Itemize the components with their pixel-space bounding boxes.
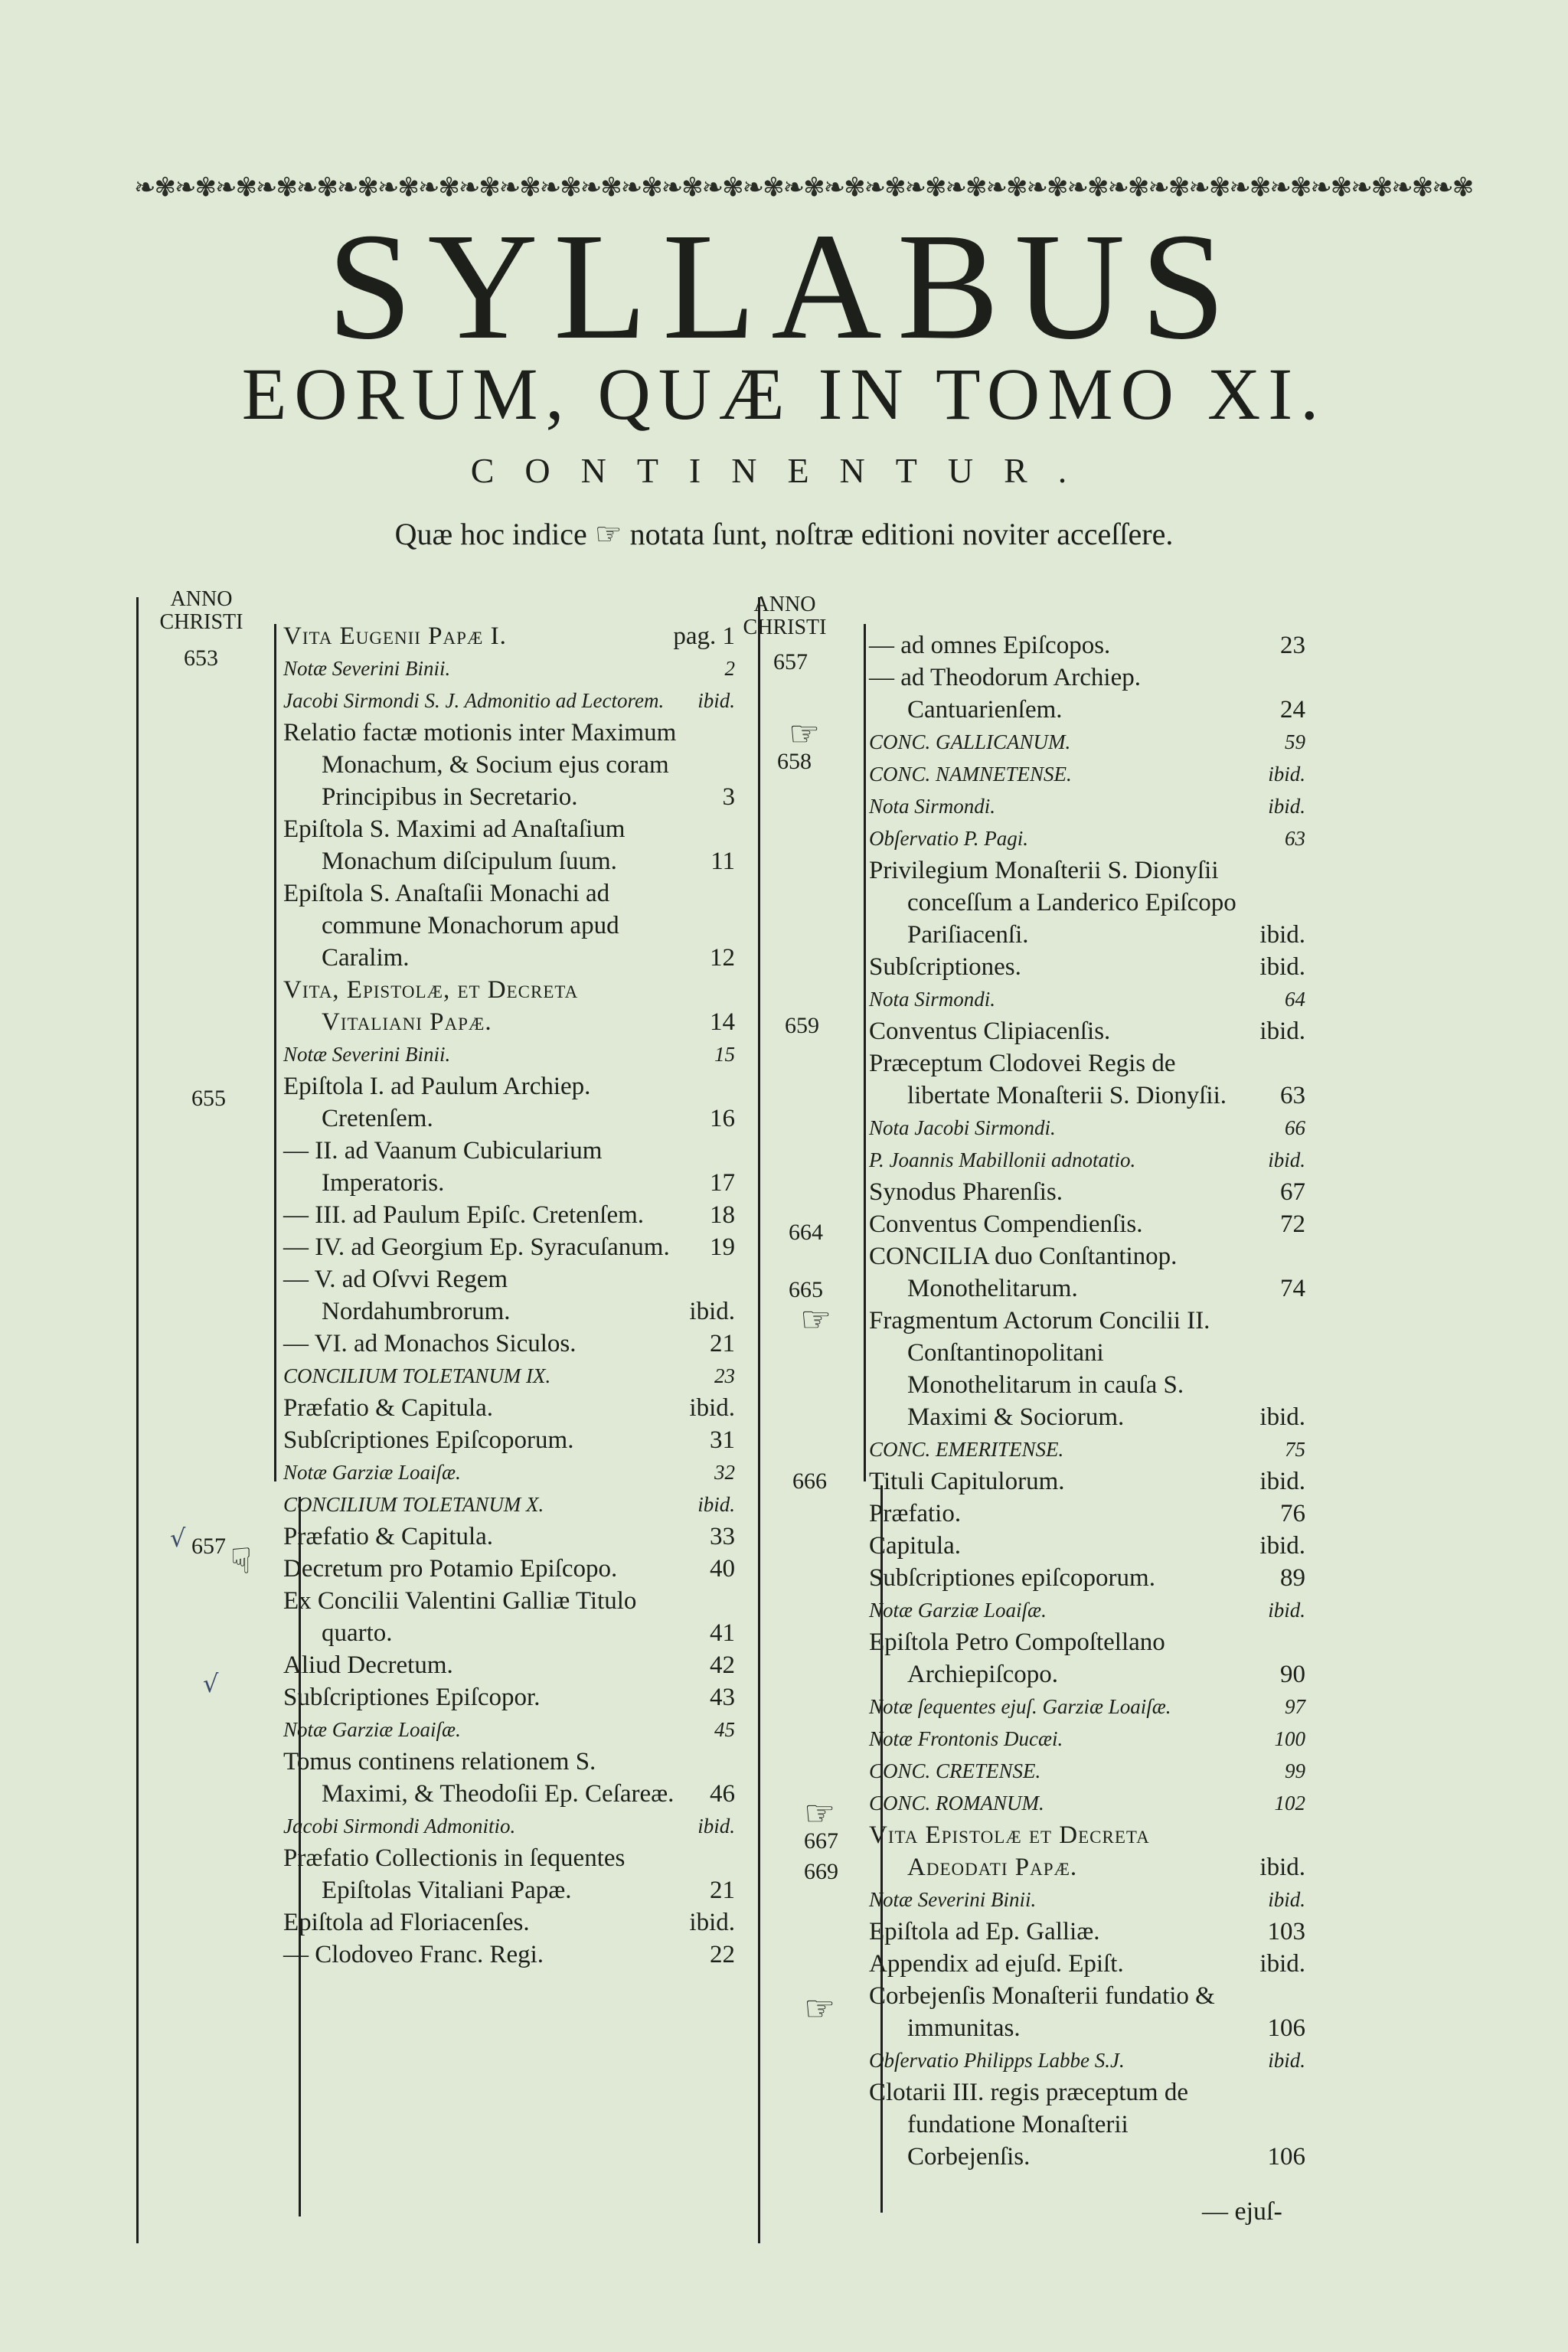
page-title: SYLLABUS — [327, 202, 1241, 371]
entry-page: 15 — [714, 1043, 735, 1066]
entry-title: — IV. ad Georgium Ep. Syracuſanum. — [283, 1233, 670, 1261]
entry-page: ibid. — [697, 1493, 735, 1516]
entry-title: CONC. NAMNETENSE. — [869, 763, 1072, 786]
index-entry — [869, 822, 1305, 854]
entry-page: 19 — [710, 1233, 735, 1261]
entry-page: ibid. — [1259, 1950, 1305, 1978]
index-entry — [869, 1176, 1305, 1208]
entry-title: — VI. ad Monachos Siculos. — [283, 1330, 577, 1357]
left-entries-column — [283, 620, 735, 1971]
year-label: 657 — [773, 649, 808, 675]
index-entry — [283, 1424, 735, 1456]
entry-title: CONC. CRETENSE. — [869, 1759, 1041, 1782]
index-entry — [283, 1521, 735, 1553]
index-entry — [283, 1360, 735, 1392]
entry-title: Notæ Garziæ Loaiſæ. — [869, 1599, 1047, 1622]
entry-title: — V. ad Oſvvi Regem Nordahumbrorum. — [283, 1266, 511, 1325]
christi-label: CHRISTI — [159, 610, 243, 634]
index-entry — [869, 1916, 1305, 1948]
entry-title: Decretum pro Potamio Epiſcopo. — [283, 1555, 618, 1583]
year-label: 666 — [792, 1468, 827, 1494]
entry-title: Epiſtola S. Maximi ad Anaſtaſium Monachum diſcipulum ſuum. — [283, 815, 626, 875]
index-entry — [869, 1144, 1305, 1176]
entry-page: 97 — [1285, 1695, 1305, 1718]
year-label: 659 — [785, 1013, 819, 1038]
entry-page: ibid. — [697, 689, 735, 712]
index-entry — [869, 2076, 1305, 2173]
entry-title: Notæ ſequentes ejuſ. Garziæ Loaiſæ. — [869, 1695, 1171, 1718]
entry-page: ibid. — [689, 1909, 735, 1936]
entry-title: Nota Sirmondi. — [869, 988, 996, 1011]
index-entry — [283, 813, 735, 877]
christi-label: CHRISTI — [743, 616, 827, 639]
index-entry — [869, 1465, 1305, 1498]
index-entry — [283, 1135, 735, 1199]
index-entry — [869, 2044, 1305, 2076]
index-entry — [283, 1553, 735, 1585]
entry-page: 43 — [710, 1684, 735, 1711]
entry-page: 63 — [1285, 827, 1305, 850]
entry-title: Conventus Compendienſis. — [869, 1210, 1143, 1238]
index-entry — [869, 1305, 1305, 1433]
entry-page: 14 — [710, 1008, 735, 1036]
index-entry — [283, 717, 735, 813]
entry-title: Capitula. — [869, 1532, 962, 1560]
entry-title: CONCILIUM TOLETANUM IX. — [283, 1364, 551, 1387]
index-entry — [869, 1723, 1305, 1755]
entry-title: Præfatio. — [869, 1500, 962, 1527]
right-inner-rule — [864, 624, 866, 1481]
index-entry — [283, 1906, 735, 1939]
entry-page: 63 — [1280, 1082, 1305, 1109]
entry-page: 72 — [1280, 1210, 1305, 1238]
entry-page: 106 — [1267, 2014, 1305, 2042]
entry-page: ibid. — [1268, 763, 1305, 786]
entry-page: 21 — [710, 1330, 735, 1357]
index-entry — [869, 1787, 1305, 1819]
entry-page: 17 — [710, 1169, 735, 1197]
index-entry — [283, 1456, 735, 1488]
entry-page: ibid. — [1259, 1532, 1305, 1560]
entry-page: 90 — [1280, 1661, 1305, 1688]
entry-page: 23 — [714, 1364, 735, 1387]
index-entry — [869, 1883, 1305, 1916]
year-label: 657 — [191, 1534, 226, 1559]
entry-title: CONC. GALLICANUM. — [869, 730, 1071, 753]
index-entry — [283, 1649, 735, 1681]
year-label: 665 — [789, 1277, 823, 1302]
entry-title: Fragmentum Actorum Concilii II. Conſtantinopolitani Monothelitarum in cauſa S. Maximi & Sociorum. — [869, 1307, 1210, 1431]
entry-page: 31 — [710, 1426, 735, 1454]
entry-title: Epiſtola ad Floriacenſes. — [283, 1909, 530, 1936]
index-entry — [869, 1948, 1305, 1980]
entry-page: ibid. — [1268, 1599, 1305, 1622]
entry-page: 16 — [710, 1105, 735, 1132]
index-entry — [869, 1980, 1305, 2044]
entry-title: Privilegium Monaſterii S. Dionyſii conceſſum a Landerico Epiſcopo Pariſiacenſi. — [869, 857, 1236, 949]
entry-page: 74 — [1280, 1275, 1305, 1302]
margin-check-mark: √ — [203, 1669, 219, 1698]
entry-page: ibid. — [1259, 1468, 1305, 1495]
entry-title: Præceptum Clodovei Regis de libertate Monaſterii S. Dionyſii. — [869, 1050, 1227, 1109]
pointing-hand-icon: ☞ — [220, 1544, 263, 1576]
entry-title: — III. ad Paulum Epiſc. Cretenſem. — [283, 1201, 645, 1229]
entry-title: CONC. EMERITENSE. — [869, 1438, 1064, 1461]
entry-title: Epiſtola ad Ep. Galliæ. — [869, 1918, 1100, 1945]
entry-page: 40 — [710, 1555, 735, 1583]
center-rule — [758, 597, 760, 2243]
entry-page: 45 — [714, 1718, 735, 1741]
entry-title: Epiſtola Petro Compoſtellano Archiepiſcopo. — [869, 1628, 1165, 1688]
index-entry — [869, 726, 1305, 758]
entry-title: Obſervatio Philipps Labbe S.J. — [869, 2049, 1125, 2072]
entry-title: CONCILIUM TOLETANUM X. — [283, 1493, 544, 1516]
entry-title: Notæ Garziæ Loaiſæ. — [283, 1718, 461, 1741]
entry-page: ibid. — [1259, 921, 1305, 949]
entry-title: Tituli Capitulorum. — [869, 1468, 1065, 1495]
index-entry — [283, 1070, 735, 1135]
catchword: — ejuſ- — [1202, 2197, 1282, 2226]
entry-title: — ad Theodorum Archiep. Cantuarienſem. — [869, 664, 1141, 724]
entry-page: 24 — [1280, 696, 1305, 724]
entry-title: Præfatio & Capitula. — [283, 1394, 494, 1422]
entry-title: Notæ Severini Binii. — [869, 1888, 1037, 1911]
year-label: 664 — [789, 1220, 823, 1245]
entry-page: ibid. — [1268, 1888, 1305, 1911]
entry-title: Jacobi Sirmondi Admonitio. — [283, 1815, 516, 1838]
index-entry — [869, 662, 1305, 726]
entry-title: Epiſtola I. ad Paulum Archiep. Cretenſem. — [283, 1073, 591, 1132]
header-ornament: ❧✾❧✾❧✾❧✾❧✾❧✾❧✾❧✾❧✾❧✾❧✾❧✾❧✾❧✾❧✾❧✾❧✾❧✾❧✾❧✾❧✾❧✾❧✾❧✾❧✾❧✾❧✾❧✾❧✾❧✾❧✾❧✾❧✾ — [134, 172, 1473, 203]
entry-page: 76 — [1280, 1500, 1305, 1527]
index-entry — [283, 1328, 735, 1360]
year-label: 667 — [804, 1828, 838, 1854]
entry-page: ibid. — [1268, 1148, 1305, 1171]
entry-page: 102 — [1274, 1792, 1305, 1815]
entry-page: 41 — [710, 1619, 735, 1647]
index-entry — [869, 1690, 1305, 1723]
entry-title: Appendix ad ejuſd. Epiſt. — [869, 1950, 1124, 1978]
entry-page: 103 — [1267, 1918, 1305, 1945]
entry-title: Subſcriptiones Epiſcoporum. — [283, 1426, 574, 1454]
entry-title: Vita Eugenii Papæ I. — [283, 622, 507, 650]
entry-title: Clotarii III. regis præceptum de fundatione Monaſterii Corbejenſis. — [869, 2079, 1188, 2171]
entry-page: 42 — [710, 1651, 735, 1679]
index-entry — [283, 1263, 735, 1328]
index-entry — [283, 1585, 735, 1649]
index-entry — [869, 1594, 1305, 1626]
entry-title: Notæ Severini Binii. — [283, 657, 451, 680]
entry-page: 106 — [1267, 2143, 1305, 2171]
entry-title: Nota Jacobi Sirmondi. — [869, 1116, 1056, 1139]
year-label: 658 — [777, 749, 812, 774]
entry-page: 32 — [714, 1461, 735, 1484]
index-entry — [283, 1746, 735, 1810]
entry-page: 99 — [1285, 1759, 1305, 1782]
entry-title: Relatio factæ motionis inter Maximum Monachum, & Socium ejus coram Principibus in Secretario. — [283, 719, 677, 811]
entry-page: 75 — [1285, 1438, 1305, 1461]
entry-page: ibid. — [1259, 953, 1305, 981]
entry-title: Epiſtola S. Anaſtaſii Monachi ad commune Monachorum apud Caralim. — [283, 880, 619, 972]
entry-page: 22 — [710, 1941, 735, 1968]
left-inner-rule — [274, 624, 276, 1481]
index-note: Quæ hoc indice ☞ notata ſunt, noſtræ editioni noviter acceſſere. — [394, 517, 1174, 551]
index-entry — [869, 1015, 1305, 1047]
pointing-hand-icon: ☞ — [804, 1792, 836, 1834]
entry-page: pag. 1 — [673, 622, 735, 650]
index-entry — [283, 652, 735, 684]
entry-title: Notæ Frontonis Ducæi. — [869, 1727, 1063, 1750]
index-entry — [283, 1392, 735, 1424]
entry-page: ibid. — [1259, 1018, 1305, 1045]
entry-title: Subſcriptiones. — [869, 953, 1021, 981]
entry-page: ibid. — [1268, 795, 1305, 818]
left-anno-christi — [144, 588, 259, 634]
index-entry — [283, 1681, 735, 1713]
entry-title: Præfatio & Capitula. — [283, 1523, 494, 1550]
entry-page: 11 — [710, 848, 735, 875]
entry-title: CONCILIA duo Conſtantinop. Monothelitarum. — [869, 1243, 1178, 1302]
index-entry — [869, 790, 1305, 822]
index-entry — [869, 1819, 1305, 1883]
entry-page: 59 — [1285, 730, 1305, 753]
index-entry — [869, 951, 1305, 983]
index-entry — [283, 1842, 735, 1906]
index-entry — [869, 854, 1305, 951]
index-entry — [869, 1498, 1305, 1530]
entry-page: 67 — [1280, 1178, 1305, 1206]
entry-title: — Clodoveo Franc. Regi. — [283, 1941, 544, 1968]
entry-page: 12 — [710, 944, 735, 972]
left-outer-rule — [136, 597, 139, 2243]
index-entry — [869, 1208, 1305, 1240]
entry-page: 100 — [1274, 1727, 1305, 1750]
index-entry — [869, 1530, 1305, 1562]
margin-check-mark: √ — [170, 1524, 186, 1553]
index-entry — [869, 1755, 1305, 1787]
entry-page: 64 — [1285, 988, 1305, 1011]
entry-title: Jacobi Sirmondi S. J. Admonitio ad Lectorem. — [283, 689, 665, 712]
index-entry — [283, 1713, 735, 1746]
right-entries-column — [869, 629, 1305, 2173]
year-label: 655 — [191, 1086, 226, 1111]
entry-page: 23 — [1280, 632, 1305, 659]
continentur-heading: CONTINENTUR. — [470, 451, 1098, 490]
right-anno-christi — [727, 593, 842, 639]
entry-title: Nota Sirmondi. — [869, 795, 996, 818]
index-entry — [283, 1199, 735, 1231]
entry-title: Præfatio Collectionis in ſequentes Epiſtolas Vitaliani Papæ. — [283, 1844, 626, 1904]
pointing-hand-icon: ☞ — [804, 1988, 836, 2029]
entry-page: ibid. — [1259, 1854, 1305, 1881]
year-label: 669 — [804, 1859, 838, 1884]
entry-page: ibid. — [697, 1815, 735, 1838]
index-entry — [869, 758, 1305, 790]
anno-label: ANNO — [753, 593, 816, 616]
entry-title: Synodus Pharenſis. — [869, 1178, 1063, 1206]
entry-title: — ad omnes Epiſcopos. — [869, 632, 1111, 659]
entry-title: Aliud Decretum. — [283, 1651, 453, 1679]
index-entry — [869, 1433, 1305, 1465]
index-entry — [283, 1488, 735, 1521]
index-entry — [869, 1626, 1305, 1690]
index-entry — [869, 1047, 1305, 1112]
pointing-hand-icon: ☞ — [789, 713, 821, 754]
index-entry — [283, 1038, 735, 1070]
index-entry — [869, 1112, 1305, 1144]
index-entry — [869, 1562, 1305, 1594]
entry-title: P. Joannis Mabillonii adnotatio. — [869, 1148, 1136, 1171]
entry-title: Tomus continens relationem S. Maximi, & Theodoſii Ep. Ceſareæ. — [283, 1748, 675, 1808]
page-subtitle: EORUM, QUÆ IN TOMO XI. — [241, 353, 1327, 435]
index-entry — [869, 629, 1305, 662]
entry-title: Corbejenſis Monaſterii fundatio & immunitas. — [869, 1982, 1215, 2042]
year-label: 653 — [184, 645, 218, 671]
index-entry — [283, 877, 735, 974]
index-entry — [283, 1231, 735, 1263]
entry-title: Subſcriptiones epiſcoporum. — [869, 1564, 1155, 1592]
index-entry — [283, 684, 735, 717]
entry-title: Vita Epistolæ et Decreta Adeodati Papæ. — [869, 1821, 1150, 1881]
entry-title: Obſervatio P. Pagi. — [869, 827, 1028, 850]
entry-title: — II. ad Vaanum Cubicularium Imperatoris. — [283, 1137, 603, 1197]
entry-title: Notæ Severini Binii. — [283, 1043, 451, 1066]
entry-page: ibid. — [1268, 2049, 1305, 2072]
entry-title: Vita, Epistolæ, et Decreta Vitaliani Papæ. — [283, 976, 579, 1036]
index-entry — [283, 1810, 735, 1842]
index-entry — [869, 1240, 1305, 1305]
entry-title: Ex Concilii Valentini Galliæ Titulo quarto. — [283, 1587, 637, 1647]
entry-page: 33 — [710, 1523, 735, 1550]
entry-page: ibid. — [689, 1394, 735, 1422]
entry-title: Conventus Clipiacenſis. — [869, 1018, 1111, 1045]
entry-page: 21 — [710, 1877, 735, 1904]
index-entry — [283, 620, 735, 652]
index-entry — [283, 974, 735, 1038]
entry-page: ibid. — [1259, 1403, 1305, 1431]
entry-title: Notæ Garziæ Loaiſæ. — [283, 1461, 461, 1484]
entry-page: 3 — [722, 783, 735, 811]
entry-page: 66 — [1285, 1116, 1305, 1139]
entry-title: CONC. ROMANUM. — [869, 1792, 1044, 1815]
anno-label: ANNO — [170, 587, 233, 611]
pointing-hand-icon: ☞ — [800, 1298, 832, 1340]
index-entry — [869, 983, 1305, 1015]
entry-page: 46 — [710, 1780, 735, 1808]
index-entry — [283, 1939, 735, 1971]
entry-page: 2 — [724, 657, 735, 680]
entry-page: 89 — [1280, 1564, 1305, 1592]
entry-page: ibid. — [689, 1298, 735, 1325]
entry-title: Subſcriptiones Epiſcopor. — [283, 1684, 541, 1711]
entry-page: 18 — [710, 1201, 735, 1229]
